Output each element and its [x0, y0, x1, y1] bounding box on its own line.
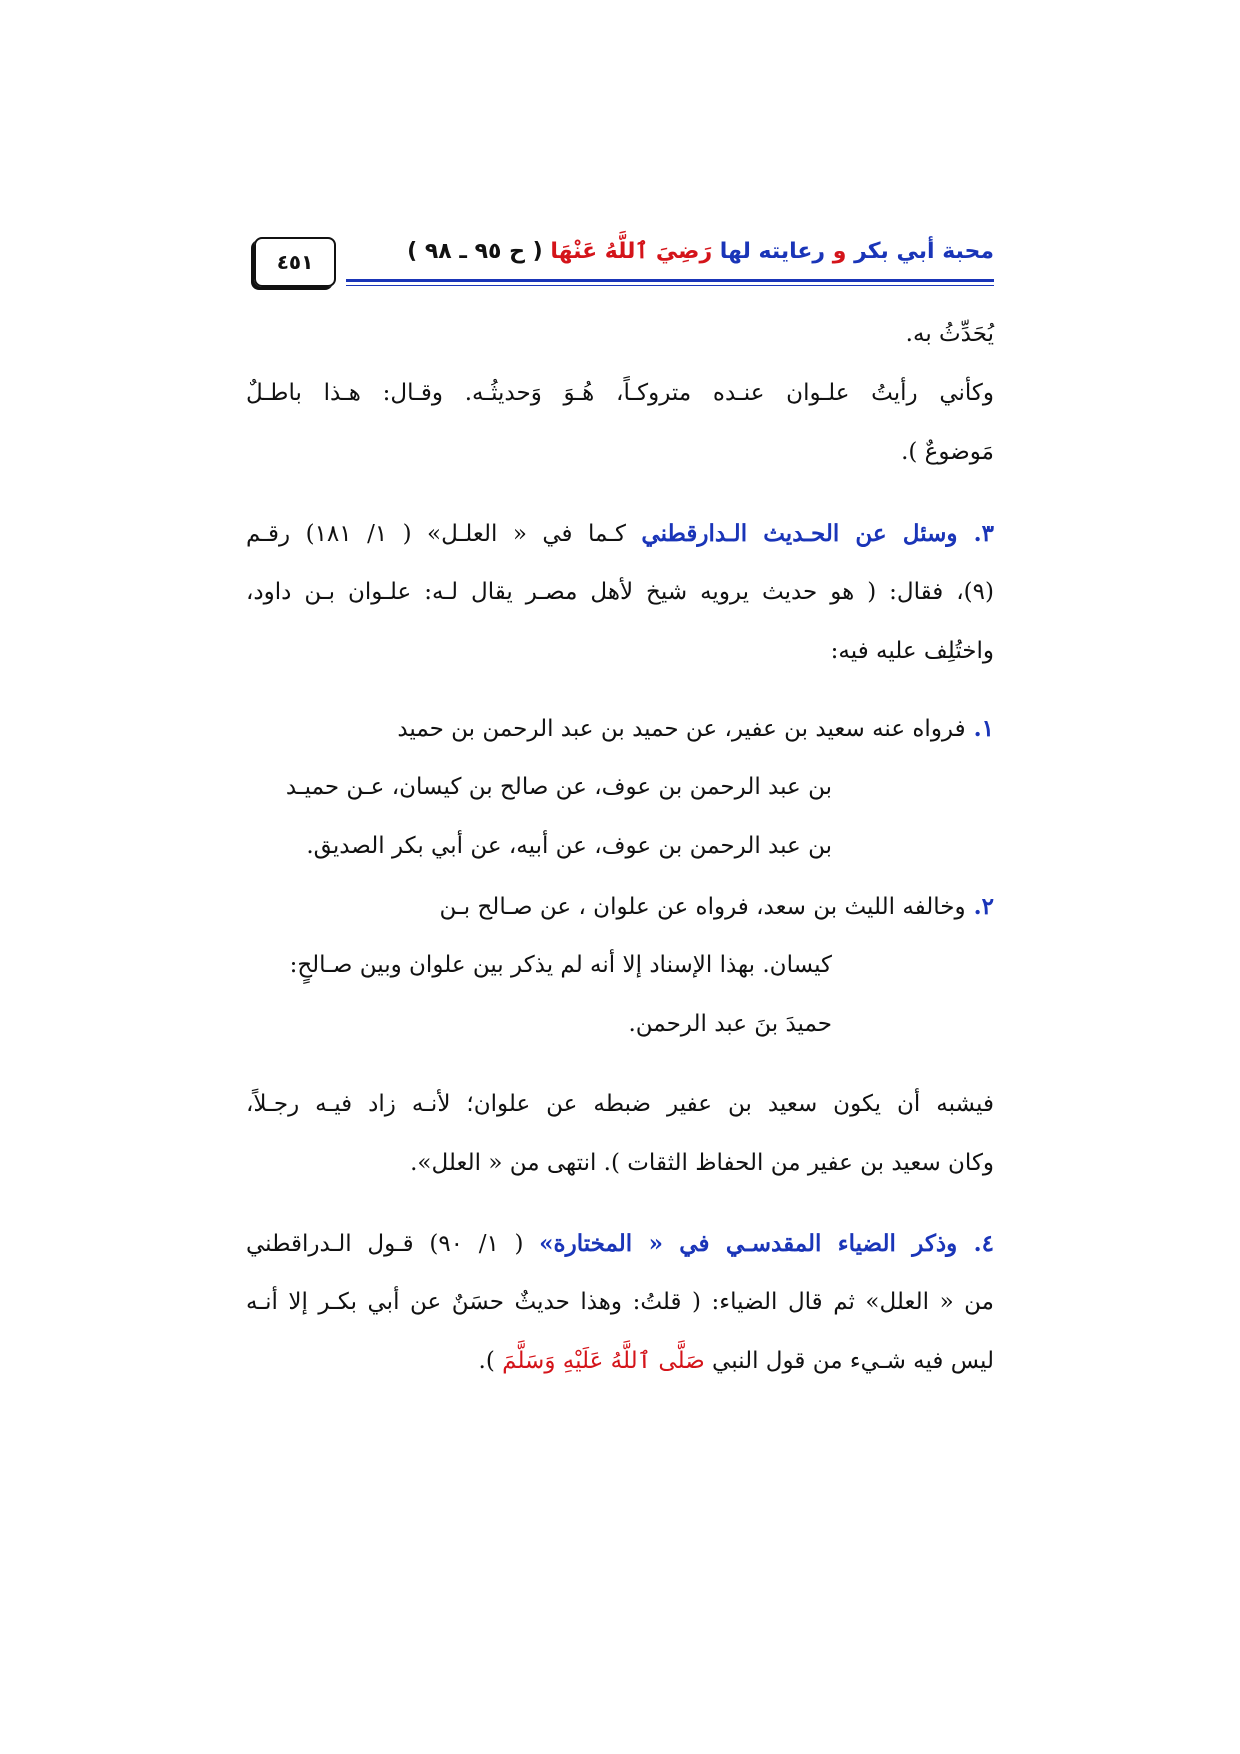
item-4-citation: ( ١/ ٩٠) قـول الـدراقطني: [246, 1231, 540, 1257]
chapter-title: [407, 239, 994, 264]
sub-item-1-line-2: بن عبد الرحمن بن عوف، عن صالح بن كيسان، عـن حميـد: [285, 774, 832, 800]
sub-item-2-line-1: [440, 895, 995, 919]
page-header: [254, 235, 994, 295]
sub-item-1-number: ١.: [965, 715, 994, 742]
text-line-2: وكأني رأيتُ علـوان عنـده متروكـاً، هُـوَ وَحديثُـه. وقـال: هـذا باطـلٌ: [246, 380, 994, 406]
item-4-line-3: [479, 1350, 994, 1373]
sub-item-1-text: فرواه عنه سعيد بن عفير، عن حميد بن عبد الرحمن بن حميد: [397, 716, 966, 742]
item-3-number: ٣.: [957, 520, 995, 547]
item-3-line-3: واختُلِف عليه فيه:: [830, 638, 994, 664]
header-rule-thick: [346, 279, 994, 282]
conclusion-line-1: فيشبه أن يكون سعيد بن عفير ضبطه عن علوان؛ لأنـه زاد فيـه رجـلاً،: [246, 1091, 994, 1117]
sub-item-2-number: ٢.: [965, 893, 994, 920]
item-4-line-3-text: ليس فيه شـيء من قول النبي: [704, 1348, 994, 1374]
sub-item-1-line-3: بن عبد الرحمن بن عوف، عن أبيه، عن أبي بكر الصديق.: [306, 833, 832, 859]
title-honorific: رَضِيَ ٱللَّهُ عَنْهَا: [550, 239, 713, 264]
sub-item-2-line-2: كيسان. بهذا الإسناد إلا أنه لم يذكر بين علوان وبين صـالحٍ:: [289, 952, 832, 978]
title-hadith-range: ( ح ٩٥ ـ ٩٨ ): [407, 239, 543, 264]
sub-item-2-text: وخالفه الليث بن سعد، فرواه عن علوان ، عن صـالح بـن: [439, 894, 966, 920]
salutation-calligraphy: صَلَّى ٱللَّهُ عَلَيْهِ وَسَلَّمَ: [502, 1348, 705, 1374]
text-line-3: مَوضوعٌ ).: [901, 439, 994, 465]
item-4-line-1: [246, 1232, 994, 1256]
sub-item-1-line-1: [397, 717, 994, 741]
item-3-citation: كـما في « العلـل» ( ١/ ١٨١) رقـم: [246, 521, 642, 547]
item-4-number: ٤.: [957, 1230, 995, 1257]
item-3-line-2: (٩)، فقال: ( هو حديث يرويه شيخ لأهل مصـر يقال لـه: علـوان بـن داود،: [246, 579, 994, 605]
page-number: ٤٥١: [254, 237, 336, 287]
item-4-heading: وذكر الضياء المقدسـي في « المختارة»: [539, 1230, 958, 1257]
item-4-line-3-end: ).: [478, 1348, 503, 1374]
title-part-2: و: [832, 239, 847, 264]
item-3-line-1: [246, 522, 994, 546]
item-3-heading: وسئل عن الحـديث الـدارقطني: [641, 520, 958, 547]
header-rule-thin: [346, 285, 994, 286]
title-part-1: محبة أبي بكر: [854, 239, 994, 264]
text-line-1: يُحَدِّثُ به.: [905, 321, 994, 347]
conclusion-line-2: وكان سعيد بن عفير من الحفاظ الثقات ). انتهى من « العلل».: [410, 1150, 994, 1176]
item-4-line-2: من « العلل» ثم قال الضياء: ( قلتُ: وهذا حديثٌ حسَنٌ عن أبي بكـر إلا أنـه: [246, 1289, 994, 1315]
sub-item-2-line-3: حميدَ بنَ عبد الرحمن.: [628, 1011, 832, 1037]
title-part-3: رعايته لها: [719, 239, 826, 264]
